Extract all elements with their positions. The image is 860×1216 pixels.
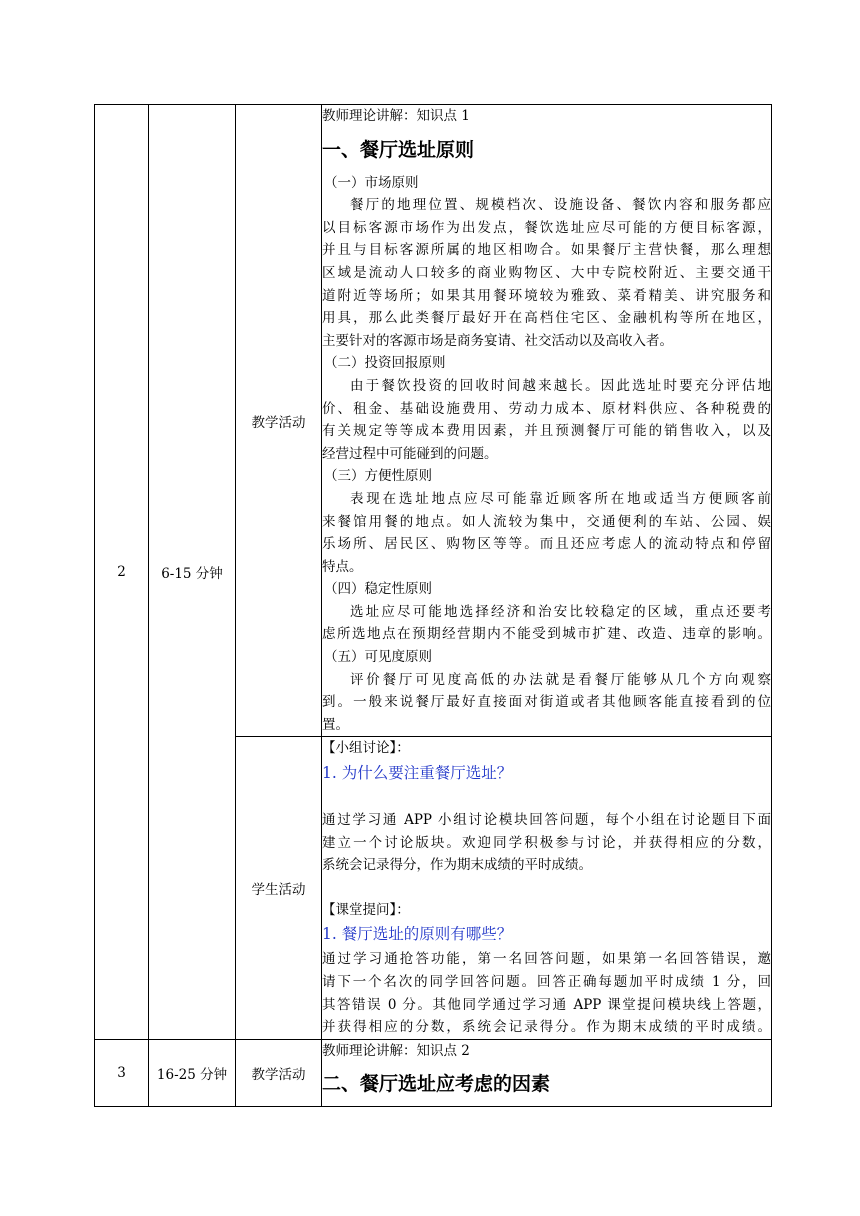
paragraph-line: 并且与目标客源所属的地区相吻合。如果餐厅主营快餐，那么理想 — [322, 242, 771, 259]
lesson-plan-table — [94, 104, 772, 1107]
paragraph-line: 通过学习通抢答功能，第一名回答问题，如果第一名回答错误，邀 — [322, 951, 771, 968]
teaching-content-cell — [322, 105, 772, 737]
paragraph-line: 虑所选地点在预期经营期内不能受到城市扩建、改造、违章的影响。 — [322, 626, 771, 643]
paragraph-line: 来餐馆用餐的地点。如人流较为集中，交通便利的车站、公园、娱 — [322, 513, 771, 530]
qa-title: 【课堂提问】： — [322, 901, 410, 918]
paragraph-line: 乐场所、居民区、购物区等等。而且还应考虑人的流动特点和停留 — [322, 536, 771, 553]
paragraph-line: 评价餐厅可见度高低的办法就是看餐厅能够从几个方向观察 — [350, 671, 771, 688]
paragraph-line: 其答错误 0 分。其他同学通过学习通 APP 课堂提问模块线上答题， — [322, 996, 771, 1013]
student-activity-cell — [322, 737, 772, 1039]
section-heading: 一、餐厅选址原则 — [322, 138, 475, 161]
activity-type-cell: 学生活动 — [236, 737, 322, 1039]
paragraph-line: 主要针对的客源市场是商务宴请、社交活动以及高收入者。 — [322, 332, 673, 349]
paragraph-line: 请下一个名次的同学回答问题。回答正确每题加平时成绩 1 分，回 — [322, 974, 771, 990]
paragraph-line: 经营过程中可能碰到的问题。 — [322, 445, 498, 462]
paragraph-line: 建立一个讨论版块。欢迎同学积极参与讨论，并获得相应的分数， — [322, 834, 771, 851]
principle-title: （二）投资回报原则 — [324, 355, 446, 372]
paragraph-line: 价、租金、基础设施费用、劳动力成本、原材料供应、各种税费的 — [322, 400, 771, 417]
paragraph-line: 区域是流动人口较多的商业购物区、大中专院校附近、主要交通干 — [322, 264, 771, 281]
teaching-content-cell — [322, 1039, 772, 1107]
discussion-title: 【小组讨论】： — [322, 740, 410, 757]
paragraph-line: 用具，那么此类餐厅最好开在高档住宅区、金融机构等所在地区， — [322, 310, 771, 327]
activity-type-cell: 教学活动 — [236, 1039, 322, 1107]
paragraph-line: 有关规定等等成本费用因素，并且预测餐厅可能的销售收入，以及 — [322, 423, 771, 440]
row-number-cell: 3 — [95, 1039, 149, 1107]
discussion-question: 1. 为什么要注重餐厅选址？ — [322, 764, 513, 783]
principle-title: （五）可见度原则 — [324, 649, 432, 666]
paragraph-line: 选址应尽可能地选择经济和治安比较稳定的区域，重点还要考 — [350, 603, 771, 620]
paragraph-line: 通过学习通 APP 小组讨论模块回答问题，每个小组在讨论题目下面 — [322, 812, 771, 829]
row-number-cell: 2 — [95, 105, 149, 1040]
time-cell: 16-25 分钟 — [149, 1039, 236, 1107]
paragraph-line: 表现在选址地点应尽可能靠近顾客所在地或适当方便顾客前 — [350, 490, 771, 507]
paragraph-line: 道附近等场所；如果其用餐环境较为雅致、菜肴精美、讲究服务和 — [322, 287, 771, 304]
principle-title: （三）方便性原则 — [324, 468, 432, 485]
table-row — [95, 1039, 772, 1107]
paragraph-line: 由于餐饮投资的回收时间越来越长。因此选址时要充分评估地 — [350, 377, 771, 394]
time-cell: 6-15 分钟 — [149, 105, 236, 1040]
section-heading: 二、餐厅选址应考虑的因素 — [322, 1073, 551, 1096]
principle-title: （四）稳定性原则 — [324, 581, 432, 598]
paragraph-line: 特点。 — [322, 558, 363, 575]
paragraph-line: 并获得相应的分数，系统会记录得分。作为期末成绩的平时成绩。 — [322, 1019, 771, 1036]
table-row — [95, 105, 772, 737]
paragraph-line: 置。 — [322, 716, 349, 733]
lecture-intro: 教师理论讲解：知识点 2 — [322, 1042, 470, 1059]
qa-question: 1. 餐厅选址的原则有哪些？ — [322, 925, 513, 944]
lecture-intro: 教师理论讲解：知识点 1 — [322, 108, 470, 124]
paragraph-line: 以目标客源市场作为出发点，餐饮选址应尽可能的方便目标客源， — [322, 219, 771, 236]
principle-title: （一）市场原则 — [324, 174, 419, 191]
activity-type-cell: 教学活动 — [236, 105, 322, 737]
paragraph-line: 到。一般来说餐厅最好直接面对街道或者其他顾客能直接看到的位 — [322, 694, 771, 711]
paragraph-line: 系统会记录得分，作为期末成绩的平时成绩。 — [322, 857, 592, 874]
paragraph-line: 餐厅的地理位置、规模档次、设施设备、餐饮内容和服务都应 — [350, 197, 771, 214]
